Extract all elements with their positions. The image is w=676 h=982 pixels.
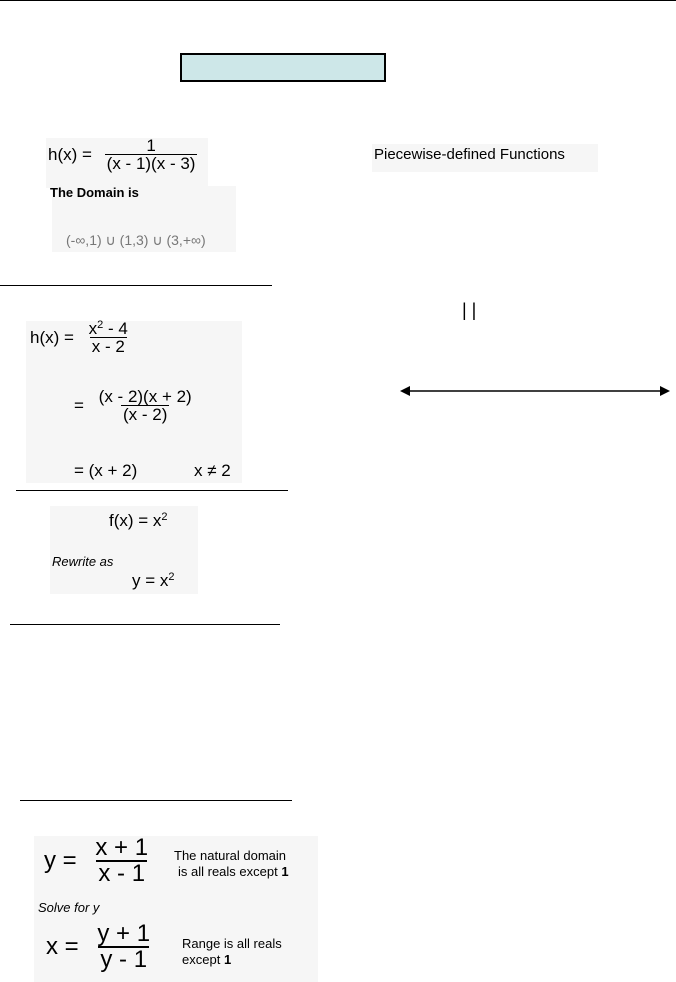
simplify-line-2 xyxy=(74,388,194,423)
rewrite-label: Rewrite as xyxy=(52,554,114,569)
numerator: 1 xyxy=(146,136,156,155)
numerator: x + 1 xyxy=(95,834,149,861)
section-divider xyxy=(10,624,280,625)
domain-interval: (-∞,1) ∪ (1,3) ∪ (3,+∞) xyxy=(66,232,206,248)
simplify-line-3: = (x + 2) xyxy=(74,461,138,480)
restriction: x ≠ 2 xyxy=(194,461,231,480)
denominator: x - 2 xyxy=(91,337,125,356)
equation-lhs: x = xyxy=(46,933,79,960)
piecewise-title: Piecewise-defined Functions xyxy=(374,146,565,163)
function-equation xyxy=(44,836,150,886)
number-line-arrow xyxy=(400,384,670,398)
equation-lhs: y = xyxy=(44,847,77,874)
section-divider xyxy=(20,800,292,801)
denominator: y - 1 xyxy=(100,946,148,973)
denominator: (x - 2) xyxy=(123,405,168,424)
equation-lhs: h(x) = xyxy=(30,328,74,347)
domain-note: The natural domain is all reals except 1 xyxy=(174,848,289,879)
solve-label: Solve for y xyxy=(38,900,100,915)
absolute-value-bars: | | xyxy=(462,300,477,320)
equation-lhs: h(x) = xyxy=(48,145,92,164)
fraction xyxy=(97,388,194,423)
top-rule xyxy=(0,0,676,1)
section-divider xyxy=(0,285,272,286)
inverse-equation xyxy=(46,922,152,972)
simplify-line-1 xyxy=(30,320,130,355)
title-box xyxy=(180,53,386,82)
equation-notation: $y = x^2$ xyxy=(132,571,175,590)
fraction xyxy=(93,836,150,886)
domain-equation xyxy=(48,137,197,172)
domain-label: The Domain is xyxy=(50,185,139,200)
denominator: (x - 1)(x - 3) xyxy=(106,154,196,173)
section-divider xyxy=(16,490,288,491)
numerator: $x^2 - 4$ xyxy=(88,319,128,338)
numerator: y + 1 xyxy=(97,920,151,947)
range-note: Range is all reals except 1 xyxy=(182,936,282,967)
function-notation: $f(x) = x^2$ xyxy=(109,511,168,530)
numerator: (x - 2)(x + 2) xyxy=(98,387,192,406)
fraction xyxy=(87,320,130,355)
equals-sign: = xyxy=(74,396,84,415)
fraction xyxy=(105,137,198,172)
fraction xyxy=(95,922,152,972)
denominator: x - 1 xyxy=(98,860,146,887)
